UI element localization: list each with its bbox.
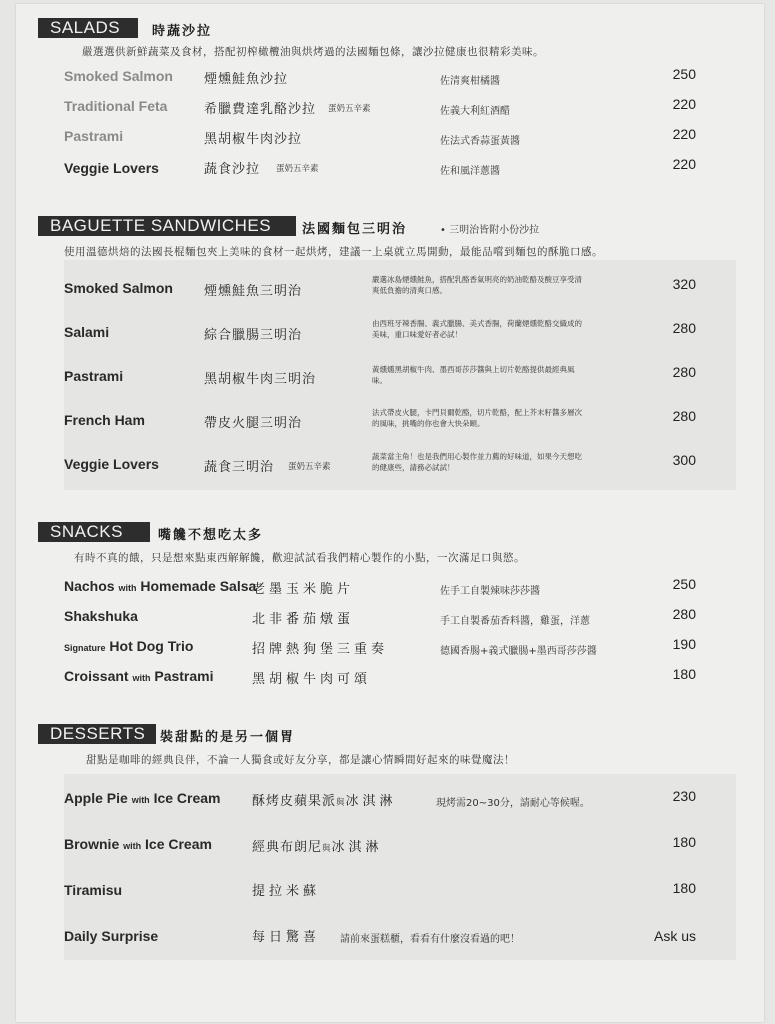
item-price: 180 <box>672 880 696 896</box>
item-name-en: Brownie with Ice Cream <box>64 836 212 852</box>
item-name-zh: 煙燻鮭魚三明治 <box>204 284 303 299</box>
item-name-en: Pastrami <box>64 368 124 384</box>
item-note: 請前來蛋糕櫃，看看有什麼沒看過的吧！ <box>340 934 520 945</box>
item-note: 佐和風洋蔥醬 <box>440 166 500 177</box>
item-name-zh: 蔬食沙拉 <box>204 162 261 177</box>
item-price: 250 <box>672 66 696 82</box>
sandwiches-side-note: • 三明治皆附小份沙拉 <box>440 225 540 236</box>
item-price: 250 <box>672 576 696 592</box>
item-name-zh: 招牌熱狗堡三重奏 <box>252 642 389 657</box>
item-name-zh: 黑胡椒牛肉可頌 <box>252 672 372 687</box>
item-note: 佐法式香蒜蛋黃醬 <box>440 136 520 147</box>
item-description: 黃燻燻黑胡椒牛肉、墨西哥莎莎醬與上切片乾酪提供最經典風味。 <box>372 365 575 385</box>
item-price: 190 <box>672 636 696 652</box>
sandwiches-subtitle: 使用溫德烘焙的法國長棍麵包夾上美味的食材一起烘烤，建議一上桌就立馬開動，最能品嚐到麵包的酥脆口感。 <box>64 246 603 258</box>
item-price: 220 <box>672 96 696 112</box>
sandwiches-heading: BAGUETTE SANDWICHES <box>38 216 296 236</box>
item-price: 280 <box>672 320 696 336</box>
item-note: 現烤需20~30分，請耐心等候喔。 <box>436 798 590 809</box>
item-name-en: French Ham <box>64 412 145 428</box>
item-name-en: Shakshuka <box>64 608 138 624</box>
desserts-heading: DESSERTS <box>38 724 156 744</box>
desserts-title: 裝甜點的是另一個胃 <box>160 730 296 745</box>
item-name-zh: 經典布朗尼與冰淇淋 <box>252 840 383 855</box>
item-price: 180 <box>672 834 696 850</box>
item-price: 220 <box>672 126 696 142</box>
item-name-zh: 每日驚喜 <box>252 930 321 945</box>
item-name-zh: 煙燻鮭魚沙拉 <box>204 72 289 87</box>
item-price: 230 <box>672 788 696 804</box>
item-price: Ask us <box>653 928 696 944</box>
item-note: 手工自製番茄香料醬，雞蛋，洋蔥 <box>440 616 590 627</box>
item-name-zh: 蔬食三明治 <box>204 460 275 475</box>
item-note: 佐清爽柑橘醬 <box>440 76 500 87</box>
item-price: 180 <box>672 666 696 682</box>
salads-heading: SALADS <box>38 18 138 38</box>
snacks-title: 嘴饞不想吃太多 <box>158 528 264 543</box>
item-tag: 蛋奶五辛素 <box>276 164 319 174</box>
item-description: 法式帶皮火腿，卡門貝爾乾酪，切片乾酪，配上芥末籽醬多層次的風味，挑嘴的你也會大快朵頤。 <box>372 408 582 428</box>
snacks-heading: SNACKS <box>38 522 150 542</box>
item-description: 由西班牙辣香腸、義式臘腸、美式香腸，荷蘭煙燻乾酪交織成的美味，重口味愛好者必試！ <box>372 319 582 339</box>
item-description: 蔬菜當主角！也是我們用心製作並力薦的好味道，如果今天想吃的健康些，請務必試試！ <box>372 452 582 472</box>
item-name-zh: 黑胡椒牛肉三明治 <box>204 372 317 387</box>
item-name-zh: 希臘費達乳酪沙拉 <box>204 102 317 117</box>
item-tag: 蛋奶五辛素 <box>328 104 371 114</box>
item-name-en: Nachos with Homemade Salsa <box>64 578 257 594</box>
item-price: 280 <box>672 408 696 424</box>
item-price: 300 <box>672 452 696 468</box>
item-name-zh: 北非番茄燉蛋 <box>252 612 355 627</box>
item-name-zh: 帶皮火腿三明治 <box>204 416 303 431</box>
item-name-en: Traditional Feta <box>64 98 168 114</box>
item-note: 德國香腸+義式臘腸+墨西哥莎莎醬 <box>440 646 597 657</box>
item-name-zh: 酥烤皮蘋果派與冰淇淋 <box>252 794 397 809</box>
menu-page <box>16 4 764 1022</box>
sandwiches-title: 法國麵包三明治 <box>302 222 408 237</box>
item-price: 220 <box>672 156 696 172</box>
item-name-en: Croissant with Pastrami <box>64 668 214 684</box>
item-name-en: Apple Pie with Ice Cream <box>64 790 221 806</box>
item-name-en: Pastrami <box>64 128 124 144</box>
item-price: 280 <box>672 364 696 380</box>
item-name-en: Daily Surprise <box>64 928 159 944</box>
item-price: 280 <box>672 606 696 622</box>
item-note: 佐手工自製辣味莎莎醬 <box>440 586 540 597</box>
snacks-subtitle: 有時不真的餓，只是想來點東西解解饞，歡迎試試看我們精心製作的小點，一次滿足口與慾。 <box>74 552 525 564</box>
item-name-en: Veggie Lovers <box>64 456 159 472</box>
item-name-en: Tiramisu <box>64 882 123 898</box>
item-name-zh: 提拉米蘇 <box>252 884 321 899</box>
item-name-en: Signature Hot Dog Trio <box>64 638 194 654</box>
salads-subtitle: 嚴選選供新鮮蔬菜及食材，搭配初榨橄欖油與烘烤過的法國麵包條，讓沙拉健康也很精彩美味。 <box>82 46 544 58</box>
item-price: 320 <box>672 276 696 292</box>
item-name-zh: 黑胡椒牛肉沙拉 <box>204 132 303 147</box>
item-name-zh: 綜合臘腸三明治 <box>204 328 303 343</box>
desserts-subtitle: 甜點是咖啡的經典良伴，不論一人獨食或好友分享，都是讓心情瞬間好起來的味覺魔法！ <box>86 754 515 766</box>
item-tag: 蛋奶五辛素 <box>288 462 331 472</box>
item-name-en: Smoked Salmon <box>64 68 173 84</box>
item-name-en: Veggie Lovers <box>64 160 159 176</box>
item-name-en: Smoked Salmon <box>64 280 173 296</box>
item-name-en: Salami <box>64 324 110 340</box>
item-description: 嚴選冰島煙燻鮭魚，搭配乳酪香氣明亮的奶油乾酪及酸豆享受清爽低負擔的清爽口感。 <box>372 275 582 295</box>
item-note: 佐義大利紅酒醋 <box>440 106 510 117</box>
item-name-zh: 老墨玉米脆片 <box>252 582 355 597</box>
salads-title: 時蔬沙拉 <box>152 24 213 39</box>
